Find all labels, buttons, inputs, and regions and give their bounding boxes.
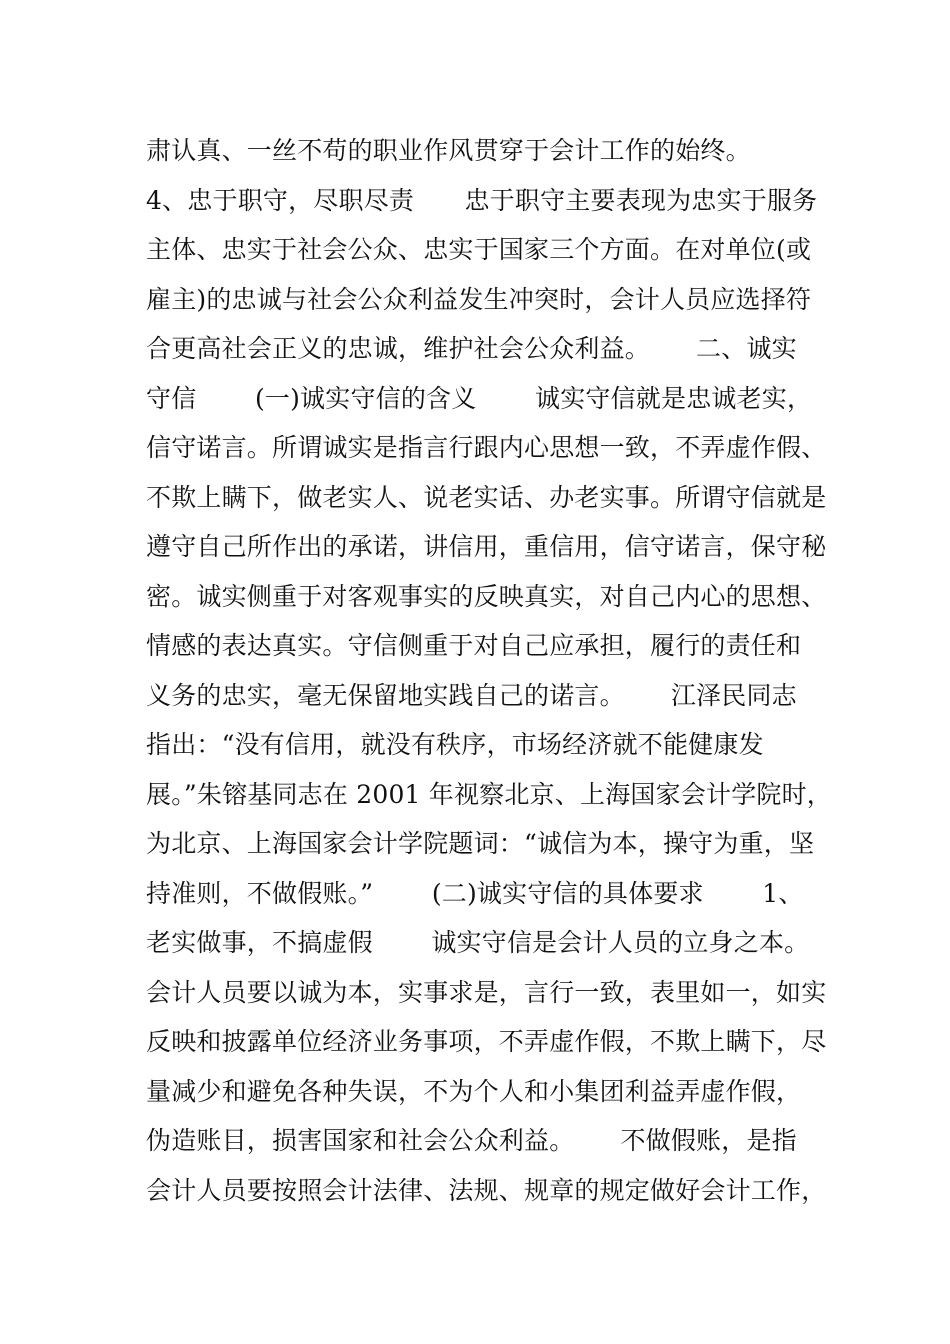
text-line: 雇主)的忠诚与社会公众利益发生冲突时，会计人员应选择符	[146, 284, 812, 314]
text-line: 为北京、上海国家会计学院题词：“诚信为本，操守为重，坚	[146, 829, 815, 858]
text-line: 合更高社会正义的忠诚，维护社会公众利益。 二、诚实	[146, 334, 797, 363]
text-line: 量减少和避免各种失误，不为个人和小集团利益弄虚作假，	[146, 1076, 802, 1106]
text-line: 反映和披露单位经济业务事项，不弄虚作假，不欺上瞒下，尽	[146, 1027, 827, 1056]
text-line: 会计人员要以诚为本，实事求是，言行一致，表里如一，如实	[146, 977, 827, 1007]
text-line: 会计人员要按照会计法律、法规、规章的规定做好会计工作，	[146, 1175, 827, 1205]
body-text	[146, 126, 832, 1215]
text-line: 持准则，不做假账。” (二)诚实守信的具体要求 1、	[146, 878, 804, 908]
text-line: 老实做事，不搞虚假 诚实守信是会计人员的立身之本。	[146, 928, 810, 957]
text-line: 义务的忠实，毫无保留地实践自己的诺言。 江泽民同志	[146, 680, 797, 710]
text-line: 不欺上瞒下，做老实人、说老实话、办老实事。所谓守信就是	[146, 482, 827, 512]
text-line: 密。诚实侧重于对客观事实的反映真实，对自己内心的思想、	[146, 581, 827, 611]
text-line: 守信 (一)诚实守信的含义 诚实守信就是忠诚老实，	[146, 383, 813, 413]
text-line: 情感的表达真实。守信侧重于对自己应承担，履行的责任和	[146, 631, 802, 660]
text-line: 伪造账目，损害国家和社会公众利益。 不做假账，是指	[146, 1126, 797, 1155]
text-line: 指出：“没有信用，就没有秩序，市场经济就不能健康发	[146, 730, 764, 759]
text-line: 信守诺言。所谓诚实是指言行跟内心思想一致，不弄虚作假、	[146, 433, 827, 462]
text-line: 4、忠于职守，尽职尽责 忠于职守主要表现为忠实于服务	[146, 185, 818, 215]
text-line: 展。”朱镕基同志在 2001 年视察北京、上海国家会计学院时，	[146, 779, 832, 809]
text-line: 遵守自己所作出的承诺，讲信用，重信用，信守诺言，保守秘	[146, 532, 827, 561]
text-line: 肃认真、一丝不苟的职业作风贯穿于会计工作的始终。	[146, 136, 751, 165]
text-line: 主体、忠实于社会公众、忠实于国家三个方面。在对单位(或	[146, 235, 812, 264]
